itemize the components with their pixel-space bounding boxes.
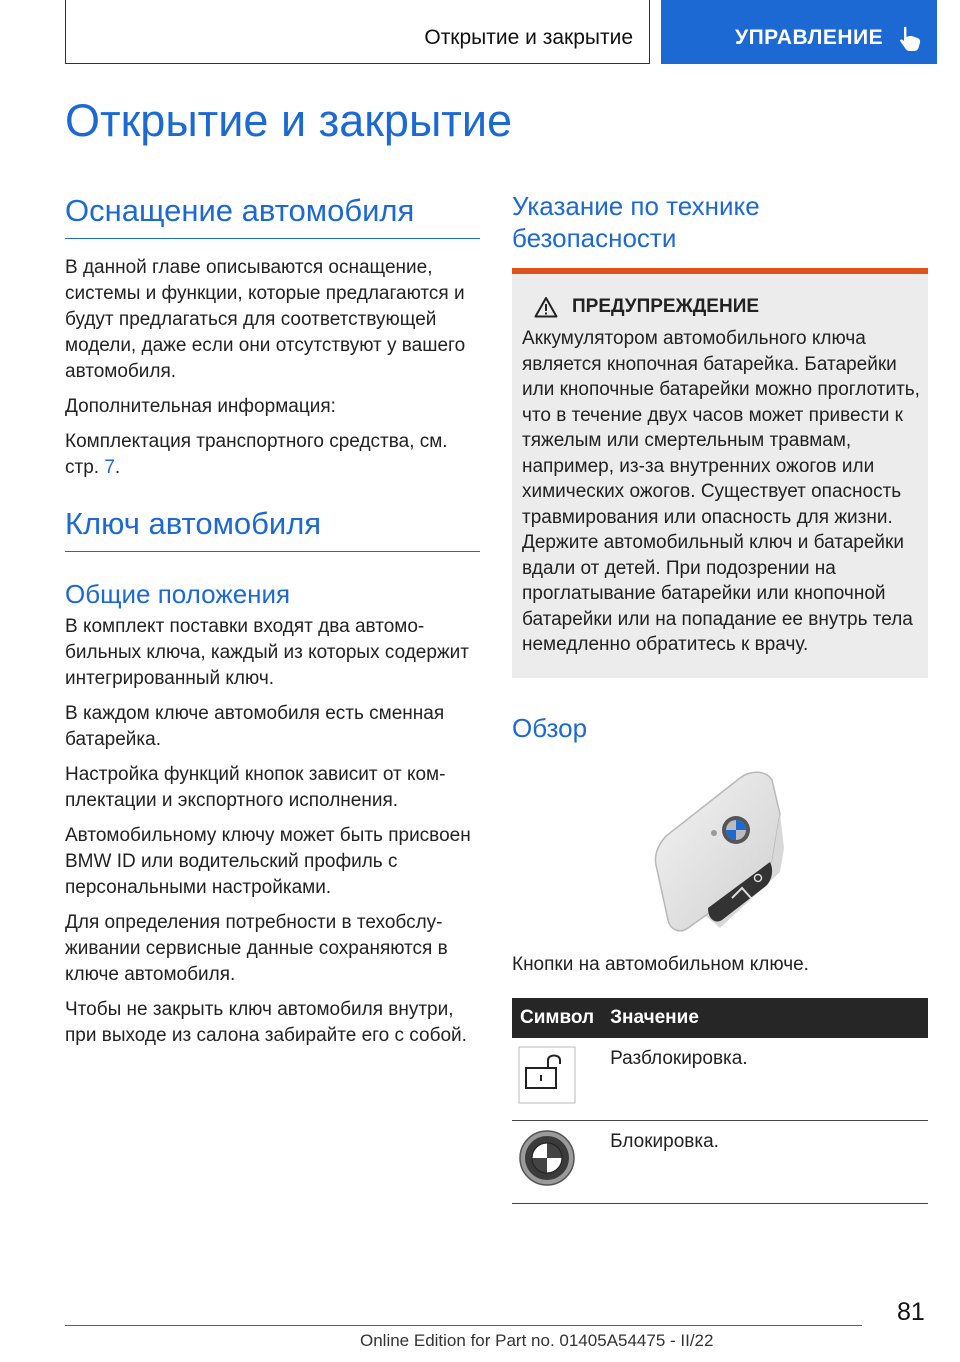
table-cell-symbol	[512, 1038, 602, 1121]
table-cell-meaning: Разблокировка.	[602, 1038, 928, 1121]
safety-heading: Указание по технике безопасности	[512, 191, 760, 253]
table-cell-meaning: Блокировка.	[602, 1120, 928, 1203]
header-chapter-tab	[661, 0, 937, 64]
equipment-paragraph-2: Дополнительная информация:	[65, 396, 336, 417]
general-paragraph-5: Для определения потребности в техобслуживании сервисные данные сохраняются в ключе автомобиля.	[65, 912, 448, 985]
symbol-table	[512, 998, 928, 1204]
page-link[interactable]: 7	[104, 457, 115, 478]
table-header-row	[512, 998, 928, 1038]
table-row	[512, 1120, 928, 1203]
general-paragraph-1: В комплект поставки входят два автомобильных ключа, каждый из которых содержит интегрированный ключ.	[65, 616, 469, 689]
warning-text: Аккумулятором автомобильного ключа является кнопочная батарейка. Батарейки или кнопочные батарейки можно проглотить, что в течение двух часов может привести к тяжелым или смертельным травмам, например, из-за внутренних ожогов или химических ожогов. Существует опасность травмирования или опасность для жизни. Держите автомобильный ключ и батарейки вдали от детей. При подозрении на проглатывание батарейки или кнопочной батарейки или на попадание ее внутрь тела немедленно обратитесь к врачу.	[522, 328, 920, 655]
footer-edition: Online Edition for Part no. 01405A54475 - II/22	[360, 1331, 714, 1350]
warning-title: ПРЕДУПРЕЖДЕНИЕ	[522, 294, 920, 320]
image-caption: Кнопки на автомобильном ключе.	[512, 953, 809, 975]
right-column	[512, 190, 928, 1204]
equipment-paragraph-3: Комплектация транспортного средства, см. стр. 7.	[65, 431, 448, 478]
page-number: 81	[897, 1298, 925, 1326]
footer-divider	[65, 1325, 862, 1326]
equipment-heading: Оснащение автомобиля	[65, 192, 480, 239]
pointing-hand-icon	[899, 26, 921, 52]
table-header-meaning: Значение	[602, 998, 928, 1038]
general-paragraph-4: Автомобильному ключу может быть присвоен BMW ID или водительский профиль с персональными настройками.	[65, 825, 471, 898]
left-column	[65, 192, 480, 1058]
warning-triangle-icon	[534, 296, 558, 318]
key-heading: Ключ автомобиля	[65, 505, 480, 552]
general-paragraph-3: Настройка функций кнопок зависит от комплектации и экспортного исполнения.	[65, 764, 446, 811]
general-paragraph-6: Чтобы не закрыть ключ автомобиля внутри, при выходе из салона забирайте его с собой.	[65, 999, 467, 1046]
equipment-paragraph-1: В данной главе описываются оснащение, системы и функции, которые предлагаются и будут предлагаться для соответствующей модели, даже если они отсутствуют у вашего автомобиля.	[65, 257, 466, 382]
overview-heading: Обзор	[512, 712, 588, 743]
header-section-label: Открытие и закрытие	[424, 26, 633, 49]
table-header-symbol: Символ	[512, 998, 602, 1038]
unlock-icon	[518, 1046, 576, 1104]
car-key-image	[648, 770, 798, 940]
header-chapter-label: УПРАВЛЕНИЕ	[735, 26, 884, 49]
table-cell-symbol	[512, 1120, 602, 1203]
bmw-logo-icon	[518, 1129, 576, 1187]
general-paragraph-2: В каждом ключе автомобиля есть сменная батарейка.	[65, 703, 445, 750]
general-heading: Общие положения	[65, 579, 291, 609]
page-title: Открытие и закрытие	[65, 95, 513, 146]
header-section-tab	[65, 0, 650, 64]
warning-box	[512, 268, 928, 678]
table-row	[512, 1038, 928, 1121]
